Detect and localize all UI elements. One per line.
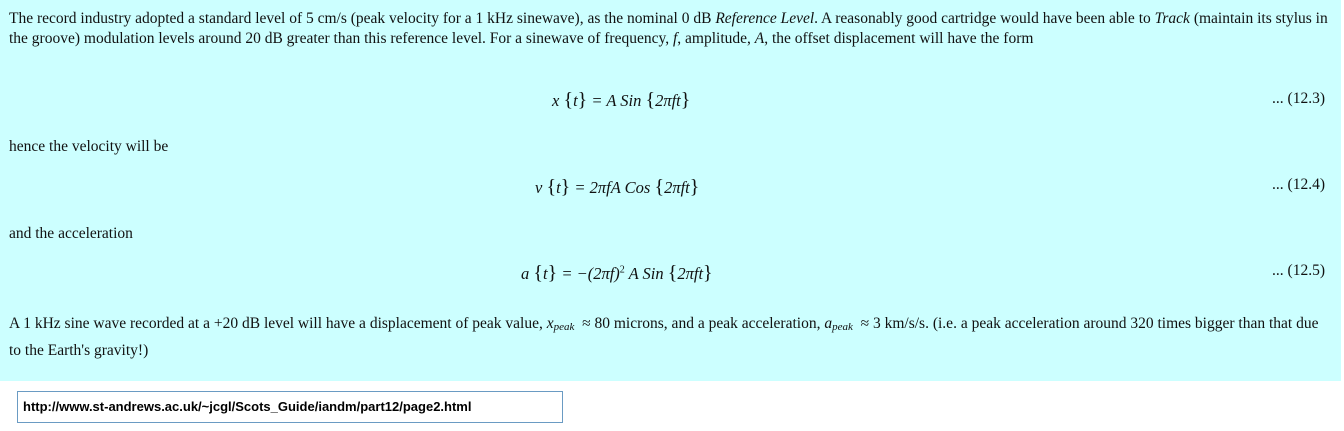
amplitude-symbol: A [754,30,765,47]
acceleration-paragraph: and the acceleration [9,225,133,242]
text: km/s/s. (i.e. a peak acceleration around 320 times bigger than that due to the Earth's gravity!) [9,315,1319,359]
text: microns, and a peak acceleration, [610,315,825,332]
text: The record industry adopted a standard level of 5 cm/s (peak velocity for a 1 kHz sinewave), as the nominal 0 dB [9,10,716,27]
a-symbol: a [824,315,833,332]
track-term: Track [1154,10,1190,27]
eq-var: t [542,264,548,283]
acceleration-value: 3 [872,315,881,332]
text: . A reasonably good cartridge would have been able to [814,10,1155,27]
approx-symbol: ≈ [582,315,591,332]
eq-lhs: a [521,264,530,283]
equation-12-3: x {t} = A Sin {2πft} [552,89,691,111]
equation-12-4: v {t} = 2πfA Cos {2πft} [535,176,700,198]
peak-subscript: peak [832,321,853,333]
eq-arg: 2πft [664,178,690,197]
displacement-value: 80 [594,315,610,332]
eq-arg: 2πft [677,264,704,283]
eq-lhs: v [535,178,543,197]
eq-rhs: = 2πfA Cos [574,178,651,197]
eq-rhs: = A Sin [591,91,642,110]
approx-symbol: ≈ [860,315,870,332]
text: (maintain its stylus in the groove) modulation levels around 20 dB greater than this reference level. For a sinewave of frequency, [9,10,1328,47]
equation-number-12-5: ... (12.5) [1272,262,1325,279]
eq-var: t [556,178,561,197]
frequency-symbol: f [672,30,678,47]
equation-number-12-4: ... (12.4) [1272,176,1325,193]
reference-level-term: Reference Level [715,10,815,27]
text: A 1 kHz sine wave recorded at a +20 dB level will have a displacement of peak value, [9,315,547,332]
eq-rhs-2: A Sin [624,264,664,283]
x-symbol: x [546,315,554,332]
peak-subscript: peak [553,321,575,333]
equation-number-12-3: ... (12.3) [1272,90,1325,107]
source-url-box: http://www.st-andrews.ac.uk/~jcgl/Scots_Guide/iandm/part12/page2.html [17,391,563,423]
eq-var: t [573,91,578,110]
conclusion-paragraph [9,311,1329,363]
eq-lhs: x [552,91,560,110]
equation-12-5: a $\{t\} = -(2\pi f)^2$ A Sin {2πft} [521,262,713,284]
intro-paragraph [9,9,1329,49]
eq-arg: 2πft [655,91,681,110]
velocity-paragraph: hence the velocity will be [9,138,169,155]
eq-exponent: 2 [619,264,625,276]
eq-rhs: = −(2πf) [561,264,620,283]
text: , amplitude, [677,30,755,47]
text: , the offset displacement will have the form [764,30,1034,47]
